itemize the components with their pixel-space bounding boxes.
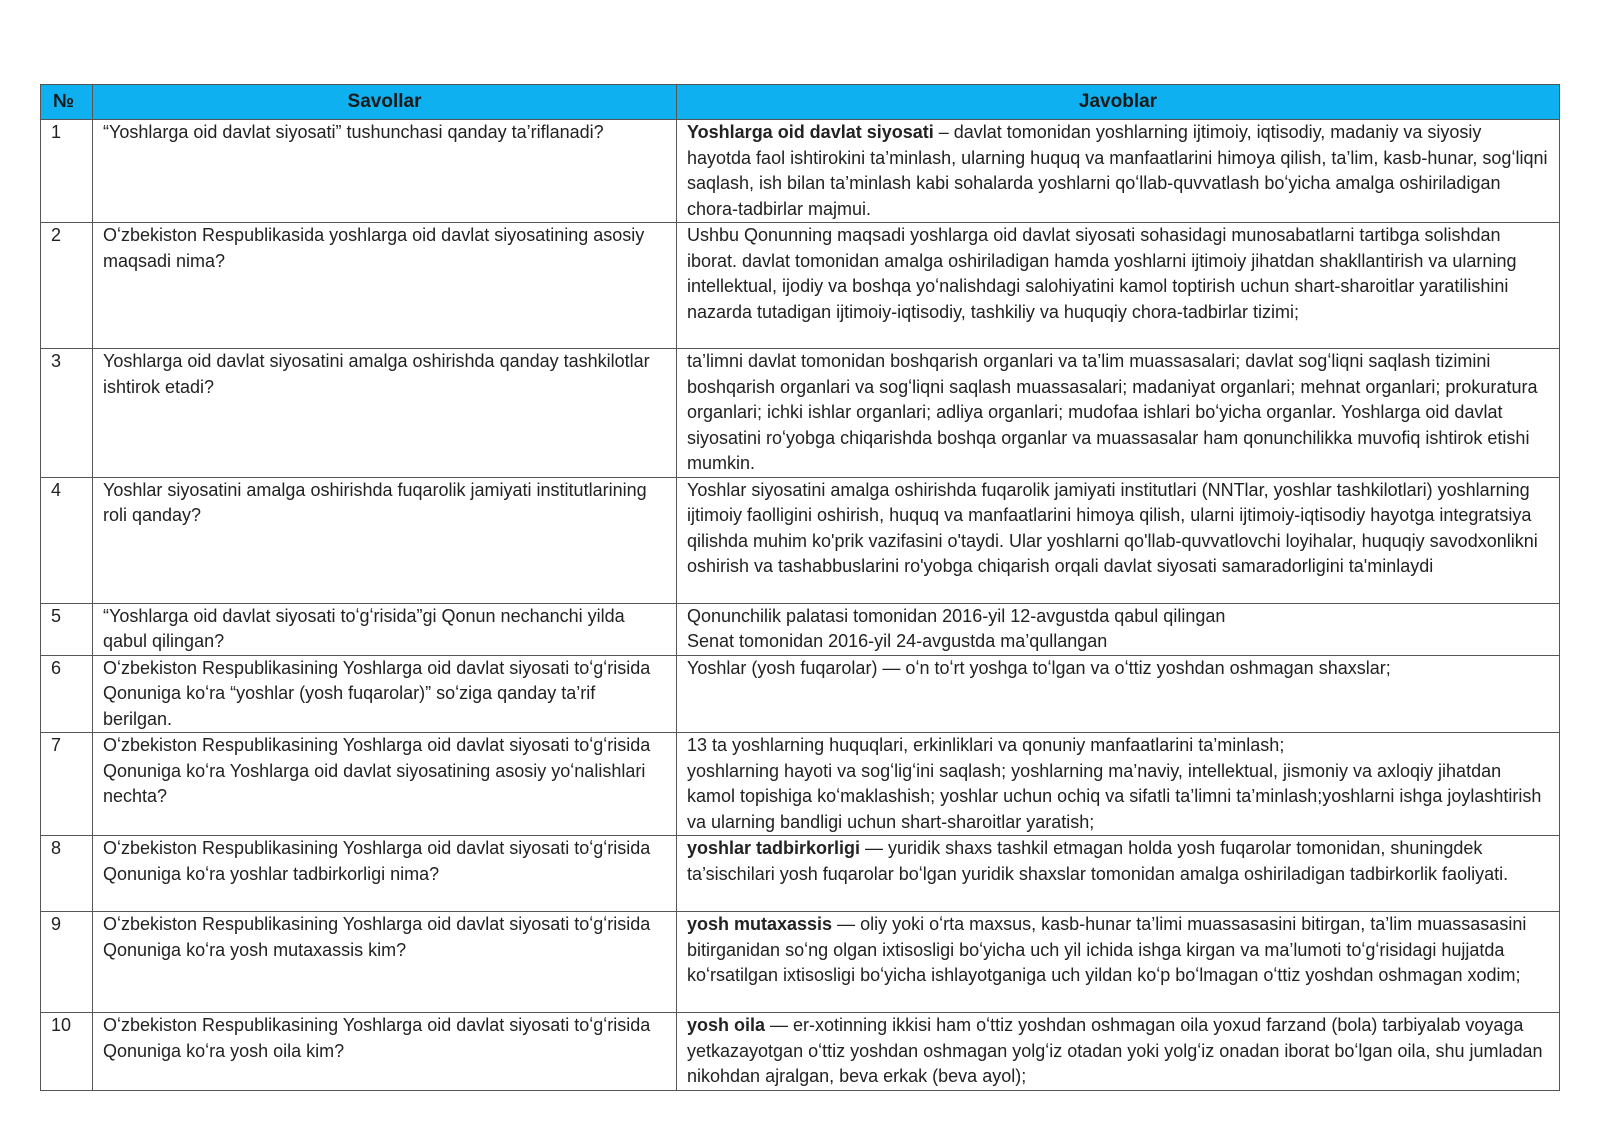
table-row — [41, 1013, 1560, 1091]
question-cell: Oʻzbekiston Respublikasida yoshlarga oid davlat siyosatining asosiy maqsadi nima? — [93, 223, 677, 349]
answer-cell — [677, 1013, 1560, 1091]
row-number: 4 — [41, 477, 93, 603]
answer-text: – davlat tomonidan yoshlarning ijtimoiy, iqtisodiy, madaniy va siyosiy hayotda faol ishtirokini ta’minlash, ularning huquq va manfaatlarini himoya qilish, ta’lim, kasb-hunar, sogʻliqni saqlash, ish bilan ta’minlash kabi sohalarda yoshlarni qoʻllab-quvvatlash boʻyicha amalga oshiriladigan chora-tadbirlar majmui. — [687, 122, 1548, 219]
answer-term: yosh oila — [687, 1015, 766, 1035]
row-number: 6 — [41, 655, 93, 733]
row-number: 1 — [41, 120, 93, 223]
table-row — [41, 477, 1560, 603]
question-cell: Oʻzbekiston Respublikasining Yoshlarga oid davlat siyosati toʻgʻrisida Qonuniga koʻra yosh mutaxassis kim? — [93, 912, 677, 1013]
answer-cell — [677, 477, 1560, 603]
answer-text: — oliy yoki oʻrta maxsus, kasb-hunar ta’limi muassasasini bitirgan, ta’lim muassasasini bitirganidan soʻng olgan ixtisosligi boʻyicha uch yil ichida ishga kirgan va ma’lumoti toʻgʻrisidagi hujjatda koʻrsatilgan ixtisosligi boʻyicha ishlayotganiga uch yildan koʻp boʻlmagan oʻttiz yoshdan oshmagan xodim; — [687, 914, 1527, 985]
header-questions: Savollar — [93, 85, 677, 120]
table-row — [41, 912, 1560, 1013]
answer-line: yoshlarning hayoti va sogʻligʻini saqlash; yoshlarning ma’naviy, intellektual, jismoniy va axloqiy jihatdan kamol topishiga koʻmaklashish; yoshlar uchun ochiq va sifatli ta’limni ta’minlash;yoshlarni ishga joylashtirish va ularning bandligi uchun shart-sharoitlar yaratish; — [687, 760, 1542, 832]
answer-line: Qonunchilik palatasi tomonidan 2016-yil 12-avgustda qabul qilingan — [687, 605, 1226, 626]
answer-term: yoshlar tadbirkorligi — [687, 838, 861, 858]
answer-cell — [677, 836, 1560, 912]
answer-text: — er-xotinning ikkisi ham oʻttiz yoshdan oshmagan oila yoxud farzand (bola) tarbiyalab voyaga yetkazayotgan oʻttiz yoshdan oshmagan yolgʻiz otadan yoki yolgʻiz onadan iborat boʻlgan oila, shu jumladan nikohdan ajralgan, beva erkak (beva ayol); — [687, 1015, 1543, 1086]
row-number: 10 — [41, 1013, 93, 1091]
answer-cell — [677, 223, 1560, 349]
question-cell: “Yoshlarga oid davlat siyosati” tushunchasi qanday ta’riflanadi? — [93, 120, 677, 223]
answer-cell — [677, 912, 1560, 1013]
table-row — [41, 120, 1560, 223]
answer-cell — [677, 655, 1560, 733]
table-row — [41, 655, 1560, 733]
answer-line: 13 ta yoshlarning huquqlari, erkinliklari va qonuniy manfaatlarini ta’minlash; — [687, 735, 1285, 755]
answer-text: Ushbu Qonunning maqsadi yoshlarga oid davlat siyosati sohasidagi munosabatlarni tartibga solishdan iborat. davlat tomonidan amalga oshiriladigan hamda yoshlarni ijtimoiy jihatdan shakllantirish va ularning intellektual, ijodiy va boshqa yoʻnalishdagi salohiyatini kamol toptirish uchun shart-sharoitlar yaratilishini nazarda tutadigan ijtimoiy-iqtisodiy, tashkiliy va huquqiy chora-tadbirlar tizimi; — [687, 225, 1517, 322]
row-number: 3 — [41, 349, 93, 478]
answer-term: Yoshlarga oid davlat siyosati — [687, 122, 934, 142]
answer-text: Yoshlar siyosatini amalga oshirishda fuqarolik jamiyati institutlari (NNTlar, yoshlar tashkilotlari) yoshlarning ijtimoiy faolligini oshirish, huquq va manfaatlarini himoya qilish, ularni ijtimoiy-iqtisodiy hayotga integratsiya qilishda muhim ko'prik vazifasini o'taydi. Ular yoshlarni qo'llab-quvvatlovchi loyihalar, huquqiy savodxonlikni oshirish va tashabbuslarini ro'yobga chiqarish orqali davlat siyosati samaradorligini ta'minlaydi — [687, 479, 1538, 576]
table-header-row — [41, 85, 1560, 120]
answer-term: yosh mutaxassis — [687, 914, 833, 934]
question-cell: Oʻzbekiston Respublikasining Yoshlarga oid davlat siyosati toʻgʻrisida Qonuniga koʻra yoshlar tadbirkorligi nima? — [93, 836, 677, 912]
table-row — [41, 836, 1560, 912]
row-number: 8 — [41, 836, 93, 912]
qa-table — [40, 84, 1560, 1091]
row-number: 5 — [41, 603, 93, 655]
table-row — [41, 603, 1560, 655]
header-number: № — [41, 85, 93, 120]
document-page — [40, 84, 1559, 1091]
answer-cell — [677, 733, 1560, 836]
answer-cell — [677, 603, 1560, 655]
answer-cell — [677, 349, 1560, 478]
question-cell: Yoshlar siyosatini amalga oshirishda fuqarolik jamiyati institutlarining roli qanday? — [93, 477, 677, 603]
row-number: 9 — [41, 912, 93, 1013]
header-answers: Javoblar — [677, 85, 1560, 120]
answer-cell — [677, 120, 1560, 223]
question-cell: Oʻzbekiston Respublikasining Yoshlarga oid davlat siyosati toʻgʻrisida Qonuniga koʻra yosh oila kim? — [93, 1013, 677, 1091]
answer-text: ta’limni davlat tomonidan boshqarish organlari va ta’lim muassasalari; davlat sogʻliqni saqlash tizimini boshqarish organlari va sogʻliqni saqlash muassasalari; madaniyat organlari; mehnat organlari; prokuratura organlari; ichki ishlar organlari; adliya organlari; mudofaa ishlari boʻyicha organlar. Yoshlarga oid davlat siyosatini roʻyobga chiqarishda boshqa organlar va muassasalar ham qonunchilikka muvofiq ishtirok etishi mumkin. — [687, 351, 1538, 473]
question-cell: “Yoshlarga oid davlat siyosati toʻgʻrisida”gi Qonun nechanchi yilda qabul qilingan? — [93, 603, 677, 655]
question-cell: Oʻzbekiston Respublikasining Yoshlarga oid davlat siyosati toʻgʻrisida Qonuniga koʻra “yoshlar (yosh fuqarolar)” soʻziga qanday ta’rif berilgan. — [93, 655, 677, 733]
row-number: 2 — [41, 223, 93, 349]
answer-line: Senat tomonidan 2016-yil 24-avgustda ma’qullangan — [687, 631, 1108, 651]
table-row — [41, 733, 1560, 836]
answer-text: — yuridik shaxs tashkil etmagan holda yosh fuqarolar tomonidan, shuningdek ta’sischilari yosh fuqarolar boʻlgan yuridik shaxslar tomonidan amalga oshiriladigan tadbirkorlik faoliyati. — [687, 838, 1509, 884]
answer-text: Yoshlar (yosh fuqarolar) — oʻn toʻrt yoshga toʻlgan va oʻttiz yoshdan oshmagan shaxslar; — [687, 657, 1391, 678]
table-row — [41, 349, 1560, 478]
question-cell: Yoshlarga oid davlat siyosatini amalga oshirishda qanday tashkilotlar ishtirok etadi? — [93, 349, 677, 478]
row-number: 7 — [41, 733, 93, 836]
table-row — [41, 223, 1560, 349]
question-cell: Oʻzbekiston Respublikasining Yoshlarga oid davlat siyosati toʻgʻrisida Qonuniga koʻra Yoshlarga oid davlat siyosatining asosiy yoʻnalishlari nechta? — [93, 733, 677, 836]
